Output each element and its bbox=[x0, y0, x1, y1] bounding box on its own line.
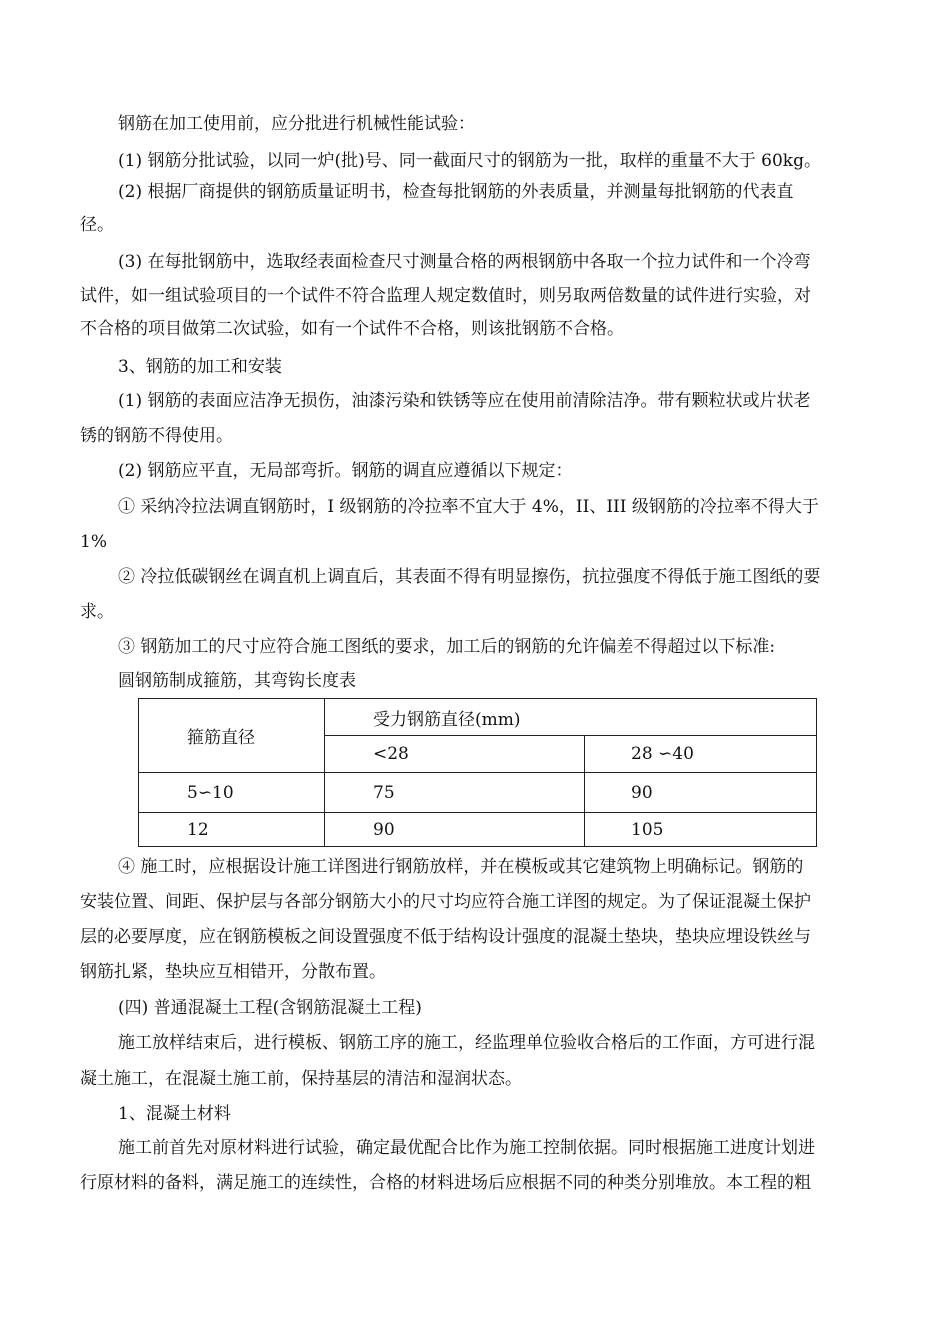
paragraph-concrete-line-2: 凝土施工，在混凝土施工前，保持基层的清洁和湿润状态。 bbox=[80, 1069, 522, 1089]
paragraph-materials-line-1: 施工前首先对原材料进行试验，确定最优配合比作为施工控制依据。同时根据施工进度计划进 bbox=[118, 1138, 815, 1158]
table-cell: 75 bbox=[325, 773, 585, 813]
hook-length-table bbox=[138, 698, 817, 847]
paragraph-rule-4-line-2: 安装位置、间距、保护层与各部分钢筋大小的尺寸均应符合施工详图的规定。为了保证混凝土保护 bbox=[80, 892, 811, 912]
paragraph-item-3-line-2: 试件，如一组试验项目的一个试件不符合监理人规定数值时，则另取两倍数量的试件进行实验，对 bbox=[80, 286, 811, 306]
table-caption: 圆钢筋制成箍筋，其弯钩长度表 bbox=[118, 671, 356, 691]
paragraph-rule-4-line-3: 层的必要厚度，应在钢筋模板之间设置强度不低于结构设计强度的混凝土垫块，垫块应埋设铁丝与 bbox=[80, 927, 811, 947]
table-row bbox=[139, 813, 817, 847]
table-header-rebar-diameter: 受力钢筋直径(mm) bbox=[325, 699, 817, 736]
table-subheader-lt28: <28 bbox=[325, 736, 585, 773]
table-subheader-28-40: 28 ∽40 bbox=[585, 736, 817, 773]
paragraph-rule-3: ③ 钢筋加工的尺寸应符合施工图纸的要求，加工后的钢筋的允许偏差不得超过以下标准: bbox=[118, 637, 776, 657]
paragraph-surface-line-2: 锈的钢筋不得使用。 bbox=[80, 426, 233, 446]
paragraph-item-1: (1) 钢筋分批试验，以同一炉(批)号、同一截面尺寸的钢筋为一批，取样的重量不大于 60kg。 bbox=[118, 151, 821, 171]
table-cell: 105 bbox=[585, 813, 817, 847]
paragraph-materials-line-2: 行原材料的备料，满足施工的连续性，合格的材料进场后应根据不同的种类分别堆放。本工程的粗 bbox=[80, 1173, 811, 1193]
paragraph-intro: 钢筋在加工使用前，应分批进行机械性能试验： bbox=[118, 114, 475, 134]
paragraph-item-3-line-3: 不合格的项目做第二次试验，如有一个试件不合格，则该批钢筋不合格。 bbox=[80, 319, 624, 339]
table-cell: 5∽10 bbox=[139, 773, 325, 813]
section-heading-4: (四) 普通混凝土工程(含钢筋混凝土工程) bbox=[118, 998, 422, 1018]
paragraph-item-2-line-1: (2) 根据厂商提供的钢筋质量证明书，检查每批钢筋的外表质量，并测量每批钢筋的代表直 bbox=[118, 182, 794, 202]
paragraph-rule-2-line-2: 求。 bbox=[80, 602, 114, 622]
paragraph-rule-2-line-1: ② 冷拉低碳钢丝在调直机上调直后，其表面不得有明显擦伤，抗拉强度不得低于施工图纸的要 bbox=[118, 567, 821, 587]
paragraph-concrete-line-1: 施工放样结束后，进行模板、钢筋工序的施工，经监理单位验收合格后的工作面，方可进行混 bbox=[118, 1033, 815, 1053]
paragraph-surface-line-1: (1) 钢筋的表面应洁净无损伤，油漆污染和铁锈等应在使用前清除洁净。带有颗粒状或片状老 bbox=[118, 391, 811, 411]
table-cell: 90 bbox=[585, 773, 817, 813]
paragraph-rule-4-line-1: ④ 施工时，应根据设计施工详图进行钢筋放样，并在模板或其它建筑物上明确标记。钢筋的 bbox=[118, 857, 804, 877]
table-cell: 12 bbox=[139, 813, 325, 847]
section-heading-3: 3、钢筋的加工和安装 bbox=[118, 357, 282, 377]
table-header-stirrup-diameter: 箍筋直径 bbox=[139, 699, 325, 773]
paragraph-straight: (2) 钢筋应平直，无局部弯折。钢筋的调直应遵循以下规定： bbox=[118, 461, 573, 481]
paragraph-rule-1-line-2: 1% bbox=[80, 532, 107, 552]
paragraph-item-3-line-1: (3) 在每批钢筋中，选取经表面检查尺寸测量合格的两根钢筋中各取一个拉力试件和一个冷弯 bbox=[118, 252, 811, 272]
section-heading-5: 1、混凝土材料 bbox=[118, 1104, 231, 1124]
table-cell: 90 bbox=[325, 813, 585, 847]
paragraph-item-2-line-2: 径。 bbox=[80, 215, 114, 235]
table-row bbox=[139, 773, 817, 813]
paragraph-rule-1-line-1: ① 采纳冷拉法调直钢筋时，I 级钢筋的冷拉率不宜大于 4%，II、III 级钢筋的冷拉率不得大于 bbox=[118, 497, 819, 517]
paragraph-rule-4-line-4: 钢筋扎紧，垫块应互相错开，分散布置。 bbox=[80, 962, 386, 982]
